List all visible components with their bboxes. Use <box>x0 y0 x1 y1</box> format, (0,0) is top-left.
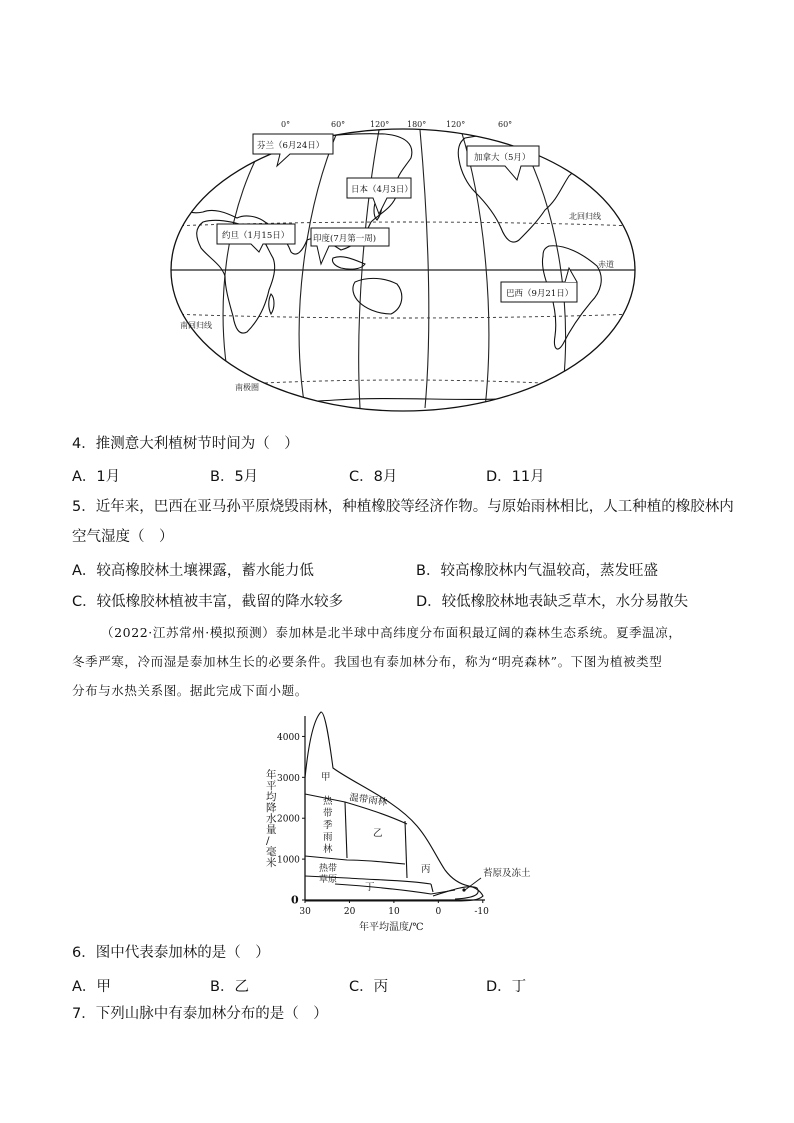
q4-option-a[interactable]: A．1月 <box>72 469 121 485</box>
q4-option-d[interactable]: D．11月 <box>486 469 545 485</box>
q4-option-c[interactable]: C．8月 <box>349 469 398 485</box>
tropic-of-cancer-label: 北回归线 <box>569 212 601 221</box>
passage-line: （2022·江苏常州·模拟预测）泰加林是北半球中高纬度分布面积最辽阔的森林生态系统。夏季温凉， <box>101 625 682 640</box>
callout-japan <box>347 178 413 214</box>
sea-islands-outline <box>332 257 365 270</box>
passage <box>72 618 722 705</box>
callout-brazil-text: 巴西（9月21日） <box>506 289 574 299</box>
callout-brazil <box>501 268 577 302</box>
boundary-tundra <box>431 884 433 892</box>
q5-option-b[interactable]: B．较高橡胶林内气温较高，蒸发旺盛 <box>416 563 658 579</box>
q6-option-a[interactable]: A．甲 <box>72 979 111 995</box>
meridian <box>359 130 379 408</box>
x-tick-label: 10 <box>388 907 400 917</box>
equator-label: 赤道 <box>598 260 614 269</box>
callout-finland <box>253 134 333 166</box>
callout-japan-text: 日本（4月3日） <box>351 185 413 195</box>
y-axis-title: 年平均降水量/毫米 <box>266 769 277 869</box>
meridian <box>515 130 566 408</box>
region-tropical-savanna: 热带草原 <box>319 864 338 885</box>
tropic-of-capricorn <box>169 314 637 318</box>
tropic-of-capricorn-label: 南回归线 <box>180 321 212 330</box>
q6-option-d[interactable]: D．丁 <box>486 979 527 995</box>
q5-option-a[interactable]: A．较高橡胶林土壤裸露，蓄水能力低 <box>72 563 314 579</box>
lon-label: 120° <box>446 120 466 129</box>
region-yi: 乙 <box>373 828 383 839</box>
y-tick-label: 3000 <box>277 773 300 784</box>
region-tundra: 苔原及冻土 <box>483 868 531 879</box>
lon-label: 0° <box>281 120 291 129</box>
lon-label: 180° <box>407 120 427 129</box>
region-bing: 丙 <box>421 864 431 875</box>
callout-india-text: 印度(7月第一周) <box>313 234 377 244</box>
boundary-temperate-rainforest <box>345 802 347 858</box>
passage-line: 分布与水热关系图。据此完成下面小题。 <box>72 683 308 698</box>
madagascar-outline <box>269 294 274 314</box>
q6-option-c[interactable]: C．丙 <box>349 979 389 995</box>
meridian <box>420 130 429 408</box>
q5-option-c[interactable]: C．较低橡胶林植被丰富，截留的降水较多 <box>72 594 344 610</box>
q5-stem-line1: 5．近年来，巴西在亚马孙平原烧毁雨林，种植橡胶等经济作物。与原始雨林相比，人工种植的橡胶林内 <box>72 499 734 515</box>
q4-stem: 4．推测意大利植树节时间为（ ） <box>72 436 299 452</box>
q6-stem: 6．图中代表泰加林的是（ ） <box>72 945 270 961</box>
boundary-yi-bing <box>405 821 407 878</box>
tundra-pointer-dot <box>462 888 465 891</box>
world-map <box>165 118 641 416</box>
q4-option-b[interactable]: B．5月 <box>210 469 259 485</box>
lon-label: 120° <box>370 120 390 129</box>
x-tick-label: 0 <box>435 907 442 917</box>
y-tick-label: 4000 <box>277 732 300 743</box>
lon-label: 60° <box>498 120 513 129</box>
q5-stem-line2: 空气湿度（ ） <box>72 529 174 545</box>
tundra-pointer <box>465 878 481 890</box>
antarctic-circle-label: 南极圈 <box>235 383 259 392</box>
callout-canada <box>467 146 539 180</box>
y-tick-label: 1000 <box>277 855 300 866</box>
lon-label: 60° <box>331 120 346 129</box>
q6-option-b[interactable]: B．乙 <box>210 979 249 995</box>
x-tick-label: -10 <box>474 907 489 917</box>
region-jia: 甲 <box>321 772 331 783</box>
q5-option-d[interactable]: D．较低橡胶林地表缺乏草木，水分易散失 <box>416 594 689 610</box>
region-ding: 丁 <box>365 882 375 893</box>
x-axis-title: 年平均温度/℃ <box>359 922 424 933</box>
y-tick-label: 2000 <box>277 814 300 825</box>
callout-canada-text: 加拿大（5月） <box>474 153 531 163</box>
region-temperate-rainforest: 温带雨林 <box>348 792 388 809</box>
passage-line: 冬季严寒，冷而湿是泰加林生长的必要条件。我国也有泰加林分布，称为“明亮森林”。下图为植被类型 <box>72 654 663 669</box>
callout-finland-text: 芬兰（6月24日） <box>257 141 325 151</box>
y-tick-label: 0 <box>291 893 299 907</box>
meridian <box>461 130 489 408</box>
vegetation-chart <box>255 708 545 936</box>
boundary-ding <box>335 884 455 894</box>
callout-jordan-text: 约旦（1月15日） <box>222 231 290 241</box>
meridian <box>299 130 338 408</box>
x-tick-label: 20 <box>343 907 356 917</box>
meridian <box>223 130 273 408</box>
antarctica-outline <box>185 398 635 408</box>
region-tropical-monsoon-forest: 热带季雨林 <box>323 796 333 855</box>
x-tick-label: 30 <box>299 907 311 917</box>
greenland-outline <box>575 133 617 161</box>
boundary-monsoon <box>305 856 405 864</box>
q7-stem: 7．下列山脉中有泰加林分布的是（ ） <box>72 1006 328 1022</box>
